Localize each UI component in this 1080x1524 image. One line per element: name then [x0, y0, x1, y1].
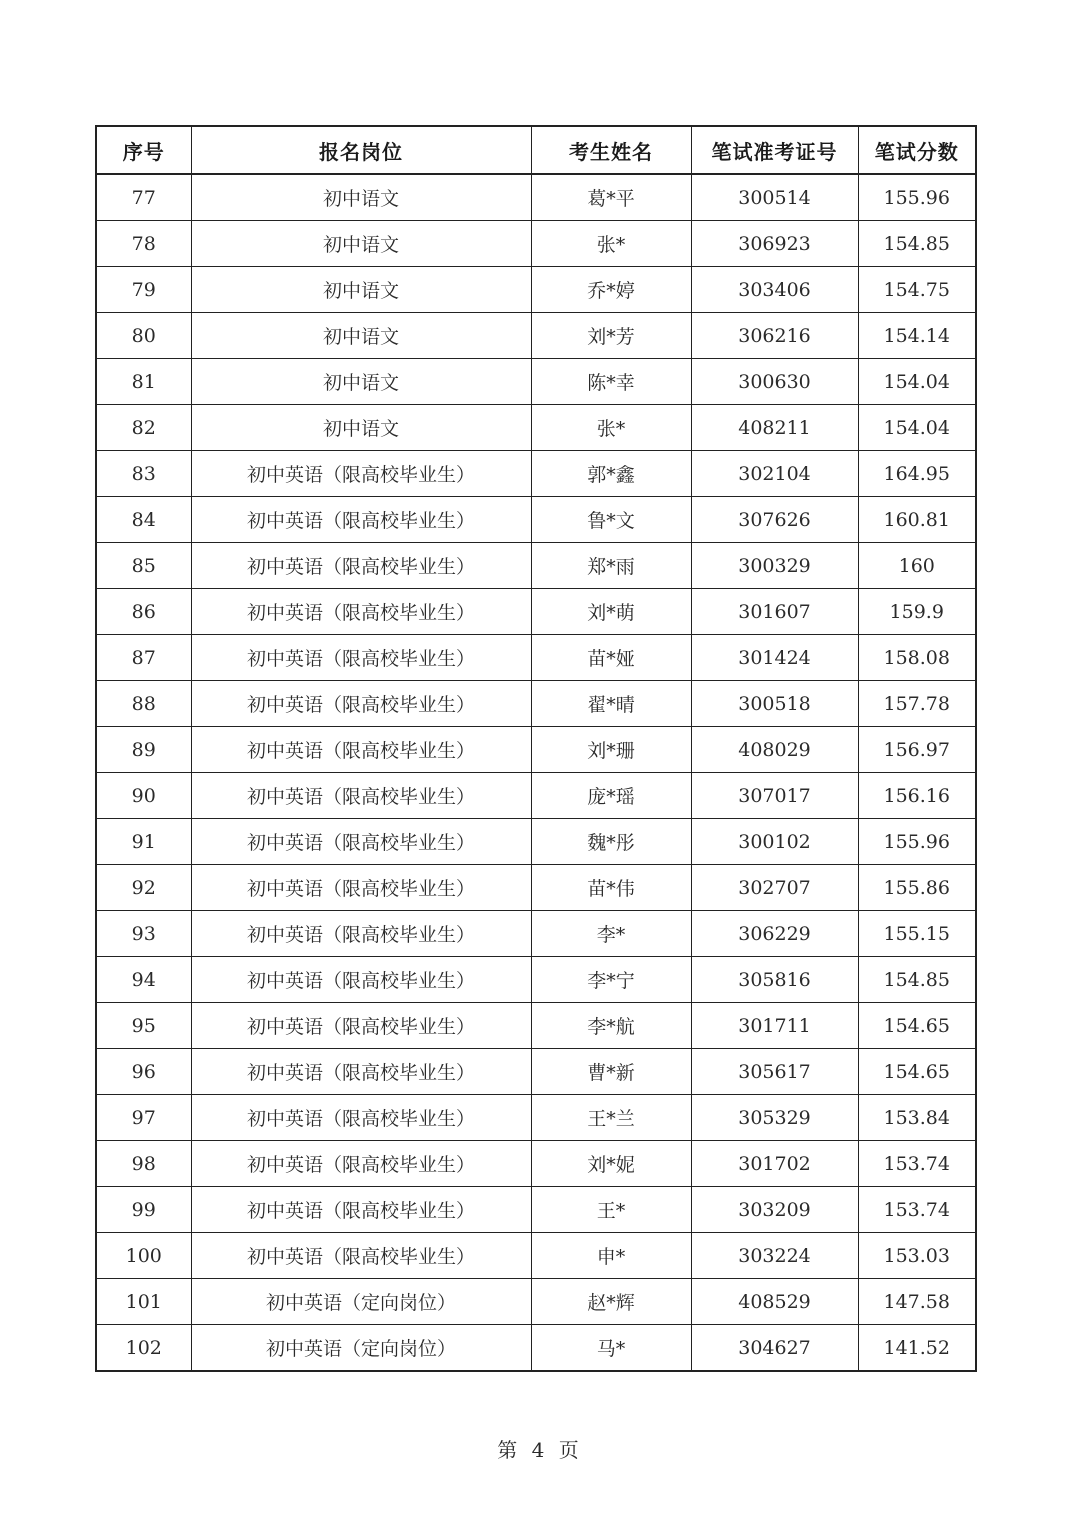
cell-exam-ticket-number: 303209: [691, 1187, 858, 1233]
cell-candidate-name: 马*: [531, 1325, 691, 1372]
page-number: 第 4 页: [497, 1438, 583, 1462]
table-header-row: [96, 126, 976, 174]
table-row: [96, 359, 976, 405]
cell-position: 初中英语（限高校毕业生）: [191, 865, 531, 911]
cell-position: 初中英语（限高校毕业生）: [191, 1003, 531, 1049]
cell-seq: 80: [96, 313, 191, 359]
cell-position: 初中英语（限高校毕业生）: [191, 589, 531, 635]
cell-candidate-name: 苗*娅: [531, 635, 691, 681]
cell-seq: 81: [96, 359, 191, 405]
cell-exam-ticket-number: 306229: [691, 911, 858, 957]
table-row: [96, 957, 976, 1003]
table-row: [96, 635, 976, 681]
cell-position: 初中英语（限高校毕业生）: [191, 911, 531, 957]
cell-exam-ticket-number: 302104: [691, 451, 858, 497]
cell-candidate-name: 刘*珊: [531, 727, 691, 773]
cell-written-score: 160.81: [858, 497, 976, 543]
cell-written-score: 154.65: [858, 1003, 976, 1049]
cell-seq: 84: [96, 497, 191, 543]
table-row: [96, 1141, 976, 1187]
cell-written-score: 154.14: [858, 313, 976, 359]
cell-seq: 100: [96, 1233, 191, 1279]
cell-seq: 91: [96, 819, 191, 865]
cell-candidate-name: 张*: [531, 221, 691, 267]
cell-exam-ticket-number: 408529: [691, 1279, 858, 1325]
cell-exam-ticket-number: 301711: [691, 1003, 858, 1049]
cell-candidate-name: 郭*鑫: [531, 451, 691, 497]
cell-exam-ticket-number: 300514: [691, 174, 858, 221]
table-row: [96, 1279, 976, 1325]
cell-written-score: 155.96: [858, 819, 976, 865]
cell-exam-ticket-number: 301607: [691, 589, 858, 635]
cell-position: 初中英语（限高校毕业生）: [191, 451, 531, 497]
cell-position: 初中英语（限高校毕业生）: [191, 635, 531, 681]
cell-written-score: 156.16: [858, 773, 976, 819]
cell-seq: 96: [96, 1049, 191, 1095]
cell-position: 初中英语（限高校毕业生）: [191, 819, 531, 865]
cell-exam-ticket-number: 305816: [691, 957, 858, 1003]
cell-candidate-name: 刘*萌: [531, 589, 691, 635]
cell-candidate-name: 李*宁: [531, 957, 691, 1003]
cell-candidate-name: 申*: [531, 1233, 691, 1279]
header-candidate-name: 考生姓名: [531, 126, 691, 174]
cell-written-score: 155.86: [858, 865, 976, 911]
cell-written-score: 153.84: [858, 1095, 976, 1141]
cell-candidate-name: 王*: [531, 1187, 691, 1233]
table-row: [96, 865, 976, 911]
header-exam-ticket-number: 笔试准考证号: [691, 126, 858, 174]
cell-written-score: 164.95: [858, 451, 976, 497]
cell-exam-ticket-number: 300518: [691, 681, 858, 727]
table-row: [96, 1233, 976, 1279]
cell-seq: 92: [96, 865, 191, 911]
cell-exam-ticket-number: 408211: [691, 405, 858, 451]
cell-written-score: 154.85: [858, 957, 976, 1003]
cell-position: 初中语文: [191, 267, 531, 313]
cell-seq: 79: [96, 267, 191, 313]
cell-candidate-name: 李*: [531, 911, 691, 957]
cell-candidate-name: 张*: [531, 405, 691, 451]
cell-candidate-name: 曹*新: [531, 1049, 691, 1095]
cell-candidate-name: 苗*伟: [531, 865, 691, 911]
cell-exam-ticket-number: 305617: [691, 1049, 858, 1095]
table-row: [96, 1095, 976, 1141]
cell-candidate-name: 刘*芳: [531, 313, 691, 359]
table-row: [96, 589, 976, 635]
table-row: [96, 1049, 976, 1095]
cell-exam-ticket-number: 300630: [691, 359, 858, 405]
cell-exam-ticket-number: 303224: [691, 1233, 858, 1279]
cell-candidate-name: 葛*平: [531, 174, 691, 221]
cell-candidate-name: 翟*晴: [531, 681, 691, 727]
header-position: 报名岗位: [191, 126, 531, 174]
cell-candidate-name: 陈*幸: [531, 359, 691, 405]
cell-position: 初中英语（限高校毕业生）: [191, 1095, 531, 1141]
table-row: [96, 773, 976, 819]
cell-candidate-name: 魏*彤: [531, 819, 691, 865]
cell-seq: 95: [96, 1003, 191, 1049]
cell-exam-ticket-number: 307017: [691, 773, 858, 819]
cell-seq: 86: [96, 589, 191, 635]
table-row: [96, 221, 976, 267]
cell-seq: 88: [96, 681, 191, 727]
cell-candidate-name: 赵*辉: [531, 1279, 691, 1325]
cell-position: 初中英语（限高校毕业生）: [191, 957, 531, 1003]
cell-position: 初中语文: [191, 359, 531, 405]
cell-position: 初中英语（限高校毕业生）: [191, 1049, 531, 1095]
cell-seq: 78: [96, 221, 191, 267]
table-row: [96, 267, 976, 313]
cell-position: 初中语文: [191, 221, 531, 267]
cell-written-score: 155.96: [858, 174, 976, 221]
table-row: [96, 174, 976, 221]
cell-position: 初中语文: [191, 313, 531, 359]
table-row: [96, 405, 976, 451]
cell-exam-ticket-number: 408029: [691, 727, 858, 773]
cell-candidate-name: 鲁*文: [531, 497, 691, 543]
cell-written-score: 156.97: [858, 727, 976, 773]
cell-exam-ticket-number: 300329: [691, 543, 858, 589]
cell-written-score: 158.08: [858, 635, 976, 681]
cell-exam-ticket-number: 305329: [691, 1095, 858, 1141]
table-row: [96, 727, 976, 773]
cell-exam-ticket-number: 302707: [691, 865, 858, 911]
table-row: [96, 313, 976, 359]
cell-seq: 77: [96, 174, 191, 221]
cell-exam-ticket-number: 306923: [691, 221, 858, 267]
cell-position: 初中英语（限高校毕业生）: [191, 1141, 531, 1187]
cell-seq: 102: [96, 1325, 191, 1372]
cell-seq: 97: [96, 1095, 191, 1141]
cell-written-score: 154.65: [858, 1049, 976, 1095]
cell-candidate-name: 郑*雨: [531, 543, 691, 589]
cell-exam-ticket-number: 304627: [691, 1325, 858, 1372]
table-row: [96, 451, 976, 497]
table-row: [96, 1325, 976, 1372]
cell-position: 初中英语（定向岗位）: [191, 1325, 531, 1372]
cell-seq: 99: [96, 1187, 191, 1233]
table-row: [96, 497, 976, 543]
cell-written-score: 154.04: [858, 359, 976, 405]
cell-candidate-name: 庞*瑶: [531, 773, 691, 819]
cell-written-score: 154.85: [858, 221, 976, 267]
cell-seq: 89: [96, 727, 191, 773]
cell-seq: 83: [96, 451, 191, 497]
cell-written-score: 160: [858, 543, 976, 589]
table-body: [96, 174, 976, 1371]
cell-position: 初中英语（定向岗位）: [191, 1279, 531, 1325]
cell-written-score: 141.52: [858, 1325, 976, 1372]
cell-candidate-name: 李*航: [531, 1003, 691, 1049]
cell-seq: 87: [96, 635, 191, 681]
table-row: [96, 1187, 976, 1233]
table-row: [96, 1003, 976, 1049]
table-row: [96, 681, 976, 727]
cell-exam-ticket-number: 301424: [691, 635, 858, 681]
cell-position: 初中英语（限高校毕业生）: [191, 1233, 531, 1279]
score-table: [95, 125, 977, 1372]
cell-position: 初中语文: [191, 405, 531, 451]
cell-candidate-name: 刘*妮: [531, 1141, 691, 1187]
cell-seq: 82: [96, 405, 191, 451]
cell-exam-ticket-number: 307626: [691, 497, 858, 543]
cell-written-score: 153.74: [858, 1187, 976, 1233]
cell-written-score: 159.9: [858, 589, 976, 635]
table-row: [96, 543, 976, 589]
cell-written-score: 155.15: [858, 911, 976, 957]
cell-candidate-name: 乔*婷: [531, 267, 691, 313]
cell-seq: 85: [96, 543, 191, 589]
cell-written-score: 147.58: [858, 1279, 976, 1325]
cell-candidate-name: 王*兰: [531, 1095, 691, 1141]
table-row: [96, 819, 976, 865]
cell-position: 初中英语（限高校毕业生）: [191, 1187, 531, 1233]
cell-exam-ticket-number: 300102: [691, 819, 858, 865]
cell-written-score: 153.74: [858, 1141, 976, 1187]
cell-position: 初中语文: [191, 174, 531, 221]
cell-seq: 94: [96, 957, 191, 1003]
cell-position: 初中英语（限高校毕业生）: [191, 727, 531, 773]
cell-written-score: 154.04: [858, 405, 976, 451]
cell-seq: 98: [96, 1141, 191, 1187]
cell-position: 初中英语（限高校毕业生）: [191, 773, 531, 819]
header-seq: 序号: [96, 126, 191, 174]
cell-position: 初中英语（限高校毕业生）: [191, 543, 531, 589]
cell-exam-ticket-number: 301702: [691, 1141, 858, 1187]
cell-written-score: 154.75: [858, 267, 976, 313]
cell-written-score: 157.78: [858, 681, 976, 727]
cell-position: 初中英语（限高校毕业生）: [191, 497, 531, 543]
cell-position: 初中英语（限高校毕业生）: [191, 681, 531, 727]
cell-exam-ticket-number: 306216: [691, 313, 858, 359]
table-row: [96, 911, 976, 957]
cell-exam-ticket-number: 303406: [691, 267, 858, 313]
header-written-score: 笔试分数: [858, 126, 976, 174]
cell-written-score: 153.03: [858, 1233, 976, 1279]
cell-seq: 90: [96, 773, 191, 819]
cell-seq: 101: [96, 1279, 191, 1325]
cell-seq: 93: [96, 911, 191, 957]
